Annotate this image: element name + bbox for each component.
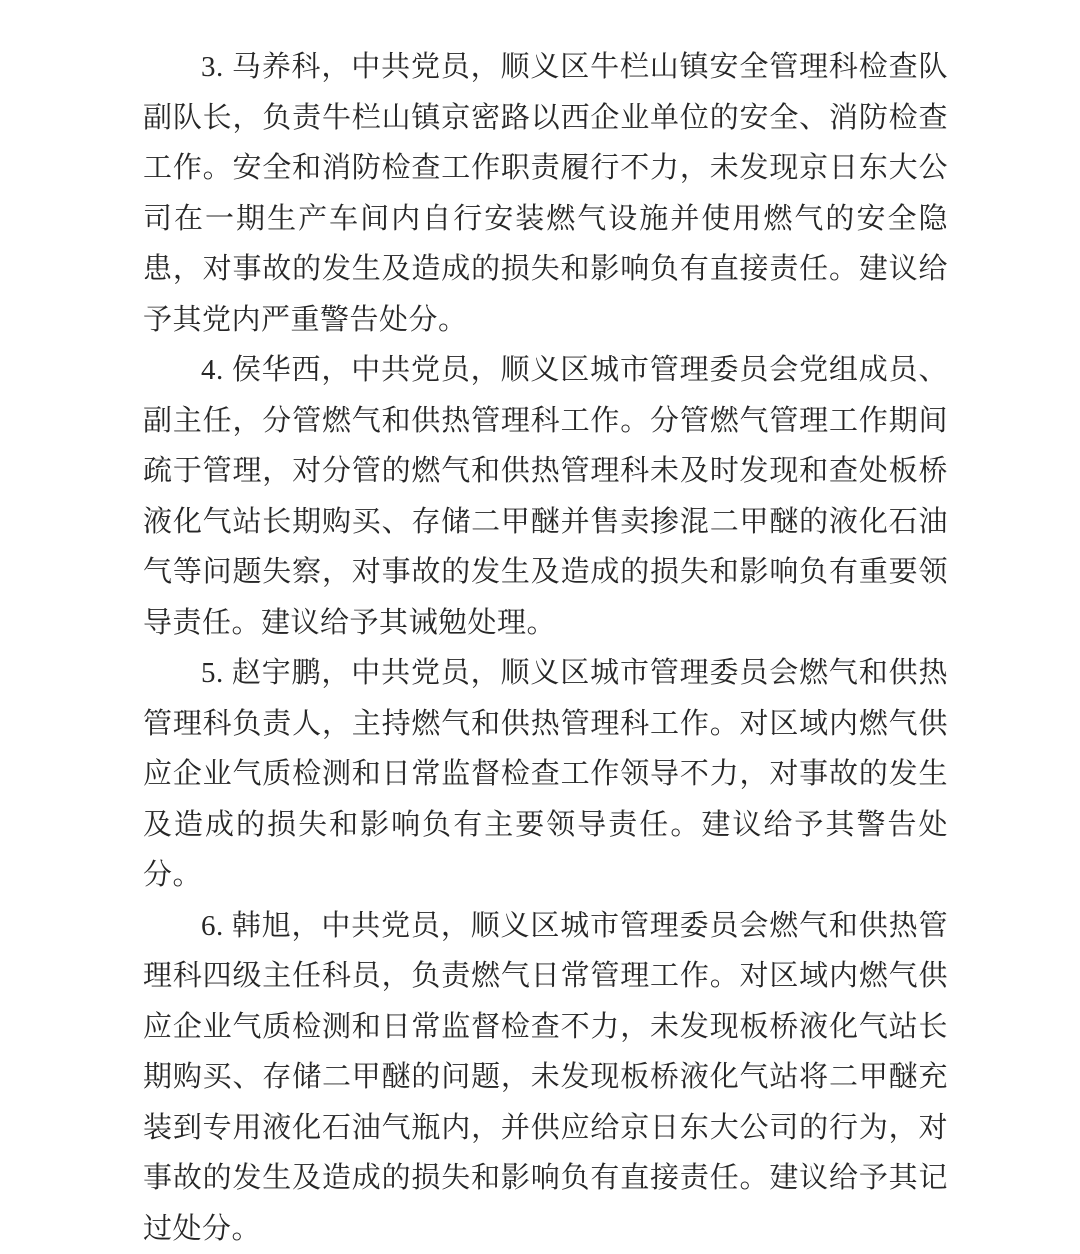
paragraph-4-hou-huaxi: 4. 侯华西，中共党员，顺义区城市管理委员会党组成员、副主任，分管燃气和供热管理科工作。分管燃气管理工作期间疏于管理，对分管的燃气和供热管理科未及时发现和查处板桥液化气站长期购买、存储二甲醚并售卖掺混二甲醚的液化石油气等问题失察，对事故的发生及造成的损失和影响负有重要领导责任。建议给予其诫勉处理。 bbox=[143, 345, 948, 648]
paragraph-3-ma-yangke: 3. 马养科，中共党员，顺义区牛栏山镇安全管理科检查队副队长，负责牛栏山镇京密路以西企业单位的安全、消防检查工作。安全和消防检查工作职责履行不力，未发现京日东大公司在一期生产车间内自行安装燃气设施并使用燃气的安全隐患，对事故的发生及造成的损失和影响负有直接责任。建议给予其党内严重警告处分。 bbox=[143, 42, 948, 345]
paragraph-6-han-xu: 6. 韩旭，中共党员，顺义区城市管理委员会燃气和供热管理科四级主任科员，负责燃气日常管理工作。对区域内燃气供应企业气质检测和日常监督检查不力，未发现板桥液化气站长期购买、存储二甲醚的问题，未发现板桥液化气站将二甲醚充装到专用液化石油气瓶内，并供应给京日东大公司的行为，对事故的发生及造成的损失和影响负有直接责任。建议给予其记过处分。 bbox=[143, 901, 948, 1254]
paragraph-5-zhao-yupeng: 5. 赵宇鹏，中共党员，顺义区城市管理委员会燃气和供热管理科负责人，主持燃气和供热管理科工作。对区域内燃气供应企业气质检测和日常监督检查工作领导不力，对事故的发生及造成的损失和影响负有主要领导责任。建议给予其警告处分。 bbox=[143, 648, 948, 901]
